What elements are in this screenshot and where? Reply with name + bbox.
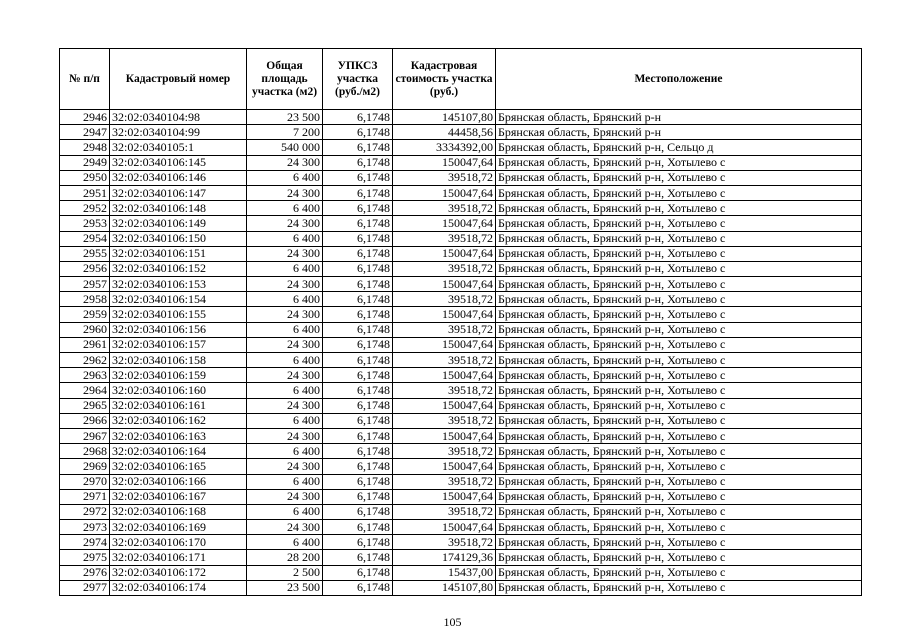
cell-cadastral-value: 150047,64 [393,246,496,261]
table-row [60,110,862,125]
cell-location: Брянская область, Брянский р-н, Хотылево с [496,261,862,276]
cell-cadastral-value: 39518,72 [393,292,496,307]
table-row [60,413,862,428]
table-header-row [60,49,862,110]
cell-row-number: 2969 [60,459,110,474]
cell-cadastral-number: 32:02:0340106:163 [110,428,247,443]
cell-area: 24 300 [247,246,323,261]
cell-cadastral-value: 39518,72 [393,444,496,459]
cell-area: 6 400 [247,474,323,489]
cell-row-number: 2962 [60,353,110,368]
cell-area: 24 300 [247,459,323,474]
cell-cadastral-number: 32:02:0340106:159 [110,368,247,383]
cell-area: 6 400 [247,201,323,216]
table-row [60,201,862,216]
cell-area: 24 300 [247,185,323,200]
cell-cadastral-number: 32:02:0340106:152 [110,261,247,276]
cell-row-number: 2967 [60,428,110,443]
cell-cadastral-number: 32:02:0340105:1 [110,140,247,155]
cell-cadastral-number: 32:02:0340106:151 [110,246,247,261]
cell-cadastral-number: 32:02:0340106:148 [110,201,247,216]
cell-row-number: 2973 [60,520,110,535]
cell-area: 7 200 [247,125,323,140]
cell-cadastral-number: 32:02:0340106:165 [110,459,247,474]
cell-row-number: 2963 [60,368,110,383]
cell-cadastral-value: 150047,64 [393,185,496,200]
cell-location: Брянская область, Брянский р-н [496,125,862,140]
cell-area: 24 300 [247,520,323,535]
cell-row-number: 2954 [60,231,110,246]
cell-area: 24 300 [247,337,323,352]
cell-location: Брянская область, Брянский р-н, Хотылево с [496,246,862,261]
cell-upksz: 6,1748 [323,383,393,398]
cell-upksz: 6,1748 [323,125,393,140]
cell-cadastral-value: 39518,72 [393,170,496,185]
table-row [60,322,862,337]
cell-upksz: 6,1748 [323,520,393,535]
cell-area: 24 300 [247,489,323,504]
cell-location: Брянская область, Брянский р-н, Хотылево с [496,368,862,383]
cell-row-number: 2975 [60,550,110,565]
cell-cadastral-value: 39518,72 [393,353,496,368]
cell-location: Брянская область, Брянский р-н, Хотылево с [496,337,862,352]
table-row [60,565,862,580]
table-row [60,504,862,519]
cell-upksz: 6,1748 [323,428,393,443]
cell-cadastral-number: 32:02:0340106:156 [110,322,247,337]
cell-cadastral-value: 150047,64 [393,398,496,413]
cell-row-number: 2950 [60,170,110,185]
cell-upksz: 6,1748 [323,231,393,246]
cell-upksz: 6,1748 [323,216,393,231]
table-row [60,125,862,140]
cell-cadastral-value: 44458,56 [393,125,496,140]
cell-upksz: 6,1748 [323,398,393,413]
table-row [60,444,862,459]
cell-location: Брянская область, Брянский р-н, Хотылево с [496,353,862,368]
cell-upksz: 6,1748 [323,413,393,428]
cell-cadastral-number: 32:02:0340106:160 [110,383,247,398]
cell-upksz: 6,1748 [323,474,393,489]
cell-upksz: 6,1748 [323,337,393,352]
cell-row-number: 2948 [60,140,110,155]
table-row [60,428,862,443]
cell-cadastral-number: 32:02:0340106:146 [110,170,247,185]
cell-cadastral-number: 32:02:0340106:147 [110,185,247,200]
cell-location: Брянская область, Брянский р-н, Хотылево с [496,428,862,443]
cell-area: 6 400 [247,322,323,337]
cell-cadastral-number: 32:02:0340104:98 [110,110,247,125]
cell-cadastral-value: 150047,64 [393,368,496,383]
cell-upksz: 6,1748 [323,535,393,550]
cell-upksz: 6,1748 [323,170,393,185]
cell-area: 2 500 [247,565,323,580]
cell-upksz: 6,1748 [323,550,393,565]
cell-area: 6 400 [247,353,323,368]
cell-cadastral-number: 32:02:0340106:155 [110,307,247,322]
cell-upksz: 6,1748 [323,504,393,519]
cell-upksz: 6,1748 [323,155,393,170]
cell-location: Брянская область, Брянский р-н, Хотылево с [496,550,862,565]
table-row [60,216,862,231]
cell-upksz: 6,1748 [323,322,393,337]
cell-cadastral-number: 32:02:0340106:157 [110,337,247,352]
page-number: 105 [443,615,462,629]
cell-cadastral-number: 32:02:0340106:171 [110,550,247,565]
cadastral-table [59,48,862,596]
cell-row-number: 2971 [60,489,110,504]
cell-upksz: 6,1748 [323,307,393,322]
cell-row-number: 2959 [60,307,110,322]
cell-location: Брянская область, Брянский р-н, Хотылево с [496,474,862,489]
cell-location: Брянская область, Брянский р-н [496,110,862,125]
table-row [60,170,862,185]
cell-cadastral-value: 39518,72 [393,261,496,276]
cell-cadastral-number: 32:02:0340106:169 [110,520,247,535]
cell-location: Брянская область, Брянский р-н, Хотылево с [496,383,862,398]
cell-cadastral-value: 3334392,00 [393,140,496,155]
cell-location: Брянская область, Брянский р-н, Хотылево с [496,216,862,231]
cell-row-number: 2968 [60,444,110,459]
cell-row-number: 2966 [60,413,110,428]
cell-location: Брянская область, Брянский р-н, Хотылево с [496,201,862,216]
header-upksz: УПКСЗ участка (руб./м2) [323,49,393,110]
cell-location: Брянская область, Брянский р-н, Хотылево с [496,580,862,595]
cell-area: 24 300 [247,277,323,292]
cell-location: Брянская область, Брянский р-н, Хотылево с [496,413,862,428]
cell-row-number: 2947 [60,125,110,140]
cell-row-number: 2960 [60,322,110,337]
table-row [60,520,862,535]
cell-row-number: 2949 [60,155,110,170]
cell-cadastral-value: 39518,72 [393,535,496,550]
cell-upksz: 6,1748 [323,277,393,292]
table-row [60,474,862,489]
table-row [60,140,862,155]
cell-area: 6 400 [247,383,323,398]
cell-cadastral-number: 32:02:0340106:162 [110,413,247,428]
header-location: Местоположение [496,49,862,110]
cell-cadastral-value: 145107,80 [393,110,496,125]
cell-cadastral-number: 32:02:0340106:149 [110,216,247,231]
cell-cadastral-number: 32:02:0340106:172 [110,565,247,580]
table-row [60,231,862,246]
cell-location: Брянская область, Брянский р-н, Хотылево с [496,565,862,580]
table-row [60,292,862,307]
cell-upksz: 6,1748 [323,580,393,595]
cell-row-number: 2958 [60,292,110,307]
cell-area: 23 500 [247,110,323,125]
cell-area: 28 200 [247,550,323,565]
cell-location: Брянская область, Брянский р-н, Хотылево с [496,398,862,413]
cell-area: 24 300 [247,368,323,383]
cell-upksz: 6,1748 [323,246,393,261]
cell-row-number: 2974 [60,535,110,550]
cell-row-number: 2952 [60,201,110,216]
table-row [60,535,862,550]
cell-cadastral-value: 39518,72 [393,413,496,428]
cell-cadastral-value: 39518,72 [393,231,496,246]
header-cadastral-value: Кадастровая стоимость участка (руб.) [393,49,496,110]
cell-row-number: 2957 [60,277,110,292]
cell-row-number: 2951 [60,185,110,200]
cell-location: Брянская область, Брянский р-н, Хотылево с [496,185,862,200]
cell-location: Брянская область, Брянский р-н, Хотылево с [496,535,862,550]
cell-row-number: 2977 [60,580,110,595]
cell-cadastral-number: 32:02:0340106:153 [110,277,247,292]
cell-cadastral-value: 39518,72 [393,383,496,398]
cell-cadastral-value: 145107,80 [393,580,496,595]
cell-cadastral-number: 32:02:0340106:164 [110,444,247,459]
cell-cadastral-number: 32:02:0340106:145 [110,155,247,170]
cell-row-number: 2946 [60,110,110,125]
header-row-number: № п/п [60,49,110,110]
cell-cadastral-value: 150047,64 [393,155,496,170]
cell-upksz: 6,1748 [323,353,393,368]
header-cadastral-number: Кадастровый номер [110,49,247,110]
cell-area: 6 400 [247,413,323,428]
cell-cadastral-number: 32:02:0340106:150 [110,231,247,246]
cell-row-number: 2956 [60,261,110,276]
cell-area: 24 300 [247,428,323,443]
cell-cadastral-value: 150047,64 [393,307,496,322]
cell-cadastral-value: 150047,64 [393,337,496,352]
table-row [60,489,862,504]
table-row [60,353,862,368]
cell-upksz: 6,1748 [323,489,393,504]
table-row [60,277,862,292]
cell-cadastral-number: 32:02:0340106:168 [110,504,247,519]
table-row [60,261,862,276]
cell-upksz: 6,1748 [323,185,393,200]
cell-cadastral-value: 39518,72 [393,474,496,489]
cell-upksz: 6,1748 [323,140,393,155]
table-body [60,110,862,596]
cell-cadastral-value: 150047,64 [393,277,496,292]
table-row [60,307,862,322]
cell-row-number: 2964 [60,383,110,398]
cell-cadastral-number: 32:02:0340106:166 [110,474,247,489]
cell-cadastral-value: 150047,64 [393,520,496,535]
cell-row-number: 2961 [60,337,110,352]
cell-area: 6 400 [247,261,323,276]
cell-cadastral-number: 32:02:0340106:158 [110,353,247,368]
table-row [60,185,862,200]
cell-area: 6 400 [247,504,323,519]
cell-location: Брянская область, Брянский р-н, Хотылево с [496,292,862,307]
cell-cadastral-number: 32:02:0340106:161 [110,398,247,413]
cell-area: 6 400 [247,535,323,550]
cell-upksz: 6,1748 [323,261,393,276]
cell-upksz: 6,1748 [323,292,393,307]
cell-location: Брянская область, Брянский р-н, Хотылево с [496,307,862,322]
cell-area: 24 300 [247,216,323,231]
cell-cadastral-number: 32:02:0340106:170 [110,535,247,550]
cell-location: Брянская область, Брянский р-н, Хотылево с [496,444,862,459]
cell-upksz: 6,1748 [323,110,393,125]
cell-row-number: 2955 [60,246,110,261]
cell-cadastral-value: 150047,64 [393,216,496,231]
cell-cadastral-number: 32:02:0340106:174 [110,580,247,595]
table-row [60,459,862,474]
cell-cadastral-value: 150047,64 [393,489,496,504]
cell-cadastral-value: 150047,64 [393,459,496,474]
table-row [60,246,862,261]
cell-location: Брянская область, Брянский р-н, Хотылево с [496,504,862,519]
cell-row-number: 2972 [60,504,110,519]
table-row [60,337,862,352]
cell-area: 6 400 [247,231,323,246]
cell-location: Брянская область, Брянский р-н, Хотылево с [496,277,862,292]
table-row [60,550,862,565]
table-row [60,383,862,398]
cell-area: 24 300 [247,398,323,413]
cell-upksz: 6,1748 [323,459,393,474]
cell-cadastral-number: 32:02:0340104:99 [110,125,247,140]
cell-area: 23 500 [247,580,323,595]
cell-area: 540 000 [247,140,323,155]
cell-location: Брянская область, Брянский р-н, Хотылево с [496,459,862,474]
cell-row-number: 2970 [60,474,110,489]
cell-location: Брянская область, Брянский р-н, Хотылево с [496,170,862,185]
cell-location: Брянская область, Брянский р-н, Сельцо д [496,140,862,155]
cell-cadastral-value: 174129,36 [393,550,496,565]
cell-row-number: 2976 [60,565,110,580]
cell-area: 6 400 [247,444,323,459]
cell-location: Брянская область, Брянский р-н, Хотылево с [496,322,862,337]
cell-cadastral-value: 150047,64 [393,428,496,443]
cell-row-number: 2965 [60,398,110,413]
cell-upksz: 6,1748 [323,368,393,383]
table-row [60,155,862,170]
cell-location: Брянская область, Брянский р-н, Хотылево с [496,155,862,170]
table-row [60,368,862,383]
cell-upksz: 6,1748 [323,565,393,580]
cell-cadastral-number: 32:02:0340106:167 [110,489,247,504]
cell-area: 24 300 [247,155,323,170]
cell-cadastral-value: 39518,72 [393,504,496,519]
table-row [60,398,862,413]
cell-location: Брянская область, Брянский р-н, Хотылево с [496,489,862,504]
cell-location: Брянская область, Брянский р-н, Хотылево с [496,520,862,535]
cell-area: 6 400 [247,292,323,307]
cell-upksz: 6,1748 [323,444,393,459]
cell-cadastral-number: 32:02:0340106:154 [110,292,247,307]
cell-upksz: 6,1748 [323,201,393,216]
cell-area: 24 300 [247,307,323,322]
cell-area: 6 400 [247,170,323,185]
cell-cadastral-value: 15437,00 [393,565,496,580]
cell-row-number: 2953 [60,216,110,231]
cell-location: Брянская область, Брянский р-н, Хотылево с [496,231,862,246]
header-area: Общая площадь участка (м2) [247,49,323,110]
cell-cadastral-value: 39518,72 [393,201,496,216]
cell-cadastral-value: 39518,72 [393,322,496,337]
table-row [60,580,862,595]
